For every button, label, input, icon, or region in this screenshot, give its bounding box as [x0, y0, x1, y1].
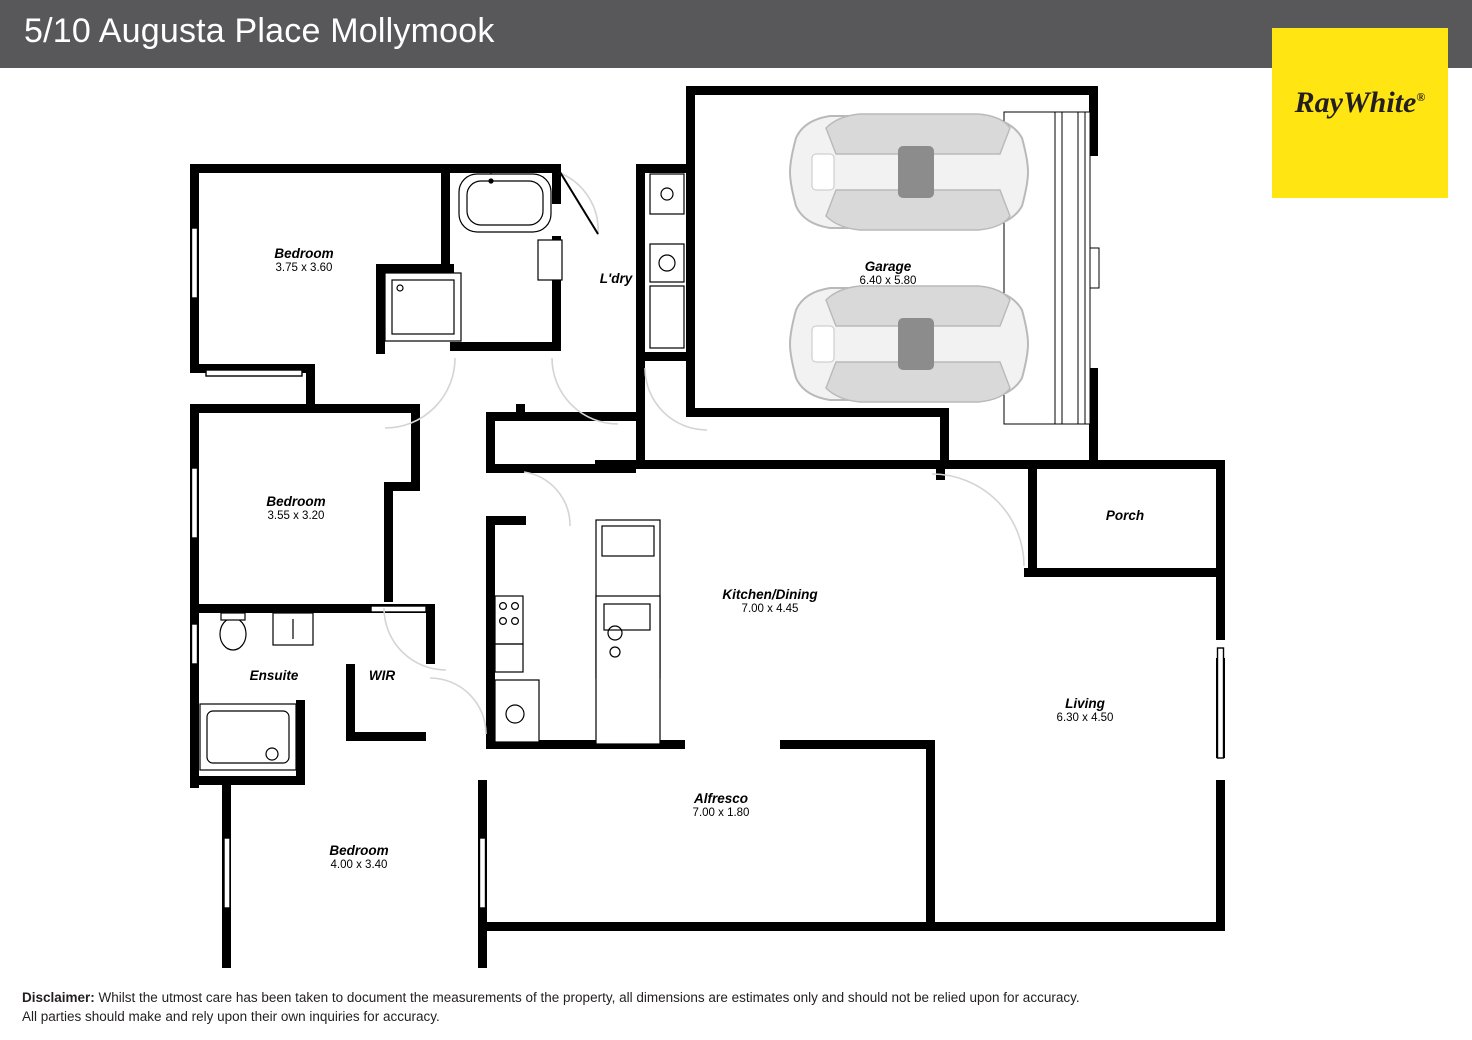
room-label-kitchen-dining: Kitchen/Dining 7.00 x 4.45 [722, 587, 818, 615]
kitchen-fixtures [495, 520, 660, 744]
disclaimer [22, 988, 1322, 1026]
room-label-alfresco: Alfresco 7.00 x 1.80 [692, 791, 750, 819]
room-label-laundry: L'dry [599, 271, 633, 286]
vanity-icon [538, 240, 562, 280]
car-icon-top [790, 114, 1028, 230]
toilet-icon [220, 618, 246, 650]
room-label-porch: Porch [1105, 508, 1145, 523]
registered-trademark-icon: ® [1416, 90, 1426, 104]
bathtub-icon [459, 174, 551, 232]
washing-machine-icon [650, 244, 684, 282]
disclaimer-line-1: Whilst the utmost care has been taken to document the measurements of the property, all dimensions are estimates only and should not be relied upon for accuracy. [94, 990, 1080, 1005]
car-icon-bottom [790, 286, 1028, 402]
ensuite-fixtures [200, 613, 313, 770]
ensuite-shower-icon [200, 704, 296, 770]
room-label-bedroom-2: Bedroom 3.55 x 3.20 [266, 494, 326, 522]
laundry-tub-icon [650, 174, 684, 214]
page-title: 5/10 Augusta Place Mollymook [24, 12, 495, 50]
room-label-bedroom-3: Bedroom 4.00 x 3.40 [329, 843, 389, 871]
disclaimer-line-2: All parties should make and rely upon their own inquiries for accuracy. [22, 1009, 440, 1024]
room-label-wir: WIR [368, 668, 396, 683]
bathroom-fixtures [385, 168, 562, 341]
floorplan-diagram [0, 68, 1472, 968]
room-label-garage: Garage 6.40 x 5.80 [859, 259, 917, 287]
floorplan-svg [0, 68, 1472, 968]
laundry-fixtures [650, 174, 684, 348]
brand-name: RayWhite [1294, 86, 1417, 119]
disclaimer-label: Disclaimer: [22, 990, 95, 1005]
shower-icon [385, 273, 461, 341]
room-label-bedroom-1: Bedroom 3.75 x 3.60 [274, 246, 334, 274]
room-label-ensuite: Ensuite [249, 668, 299, 683]
pantry-icon [495, 680, 539, 742]
door-swings-group [384, 173, 1024, 734]
room-label-living: Living 6.30 x 4.50 [1056, 696, 1114, 724]
laundry-bench-icon [650, 286, 684, 348]
